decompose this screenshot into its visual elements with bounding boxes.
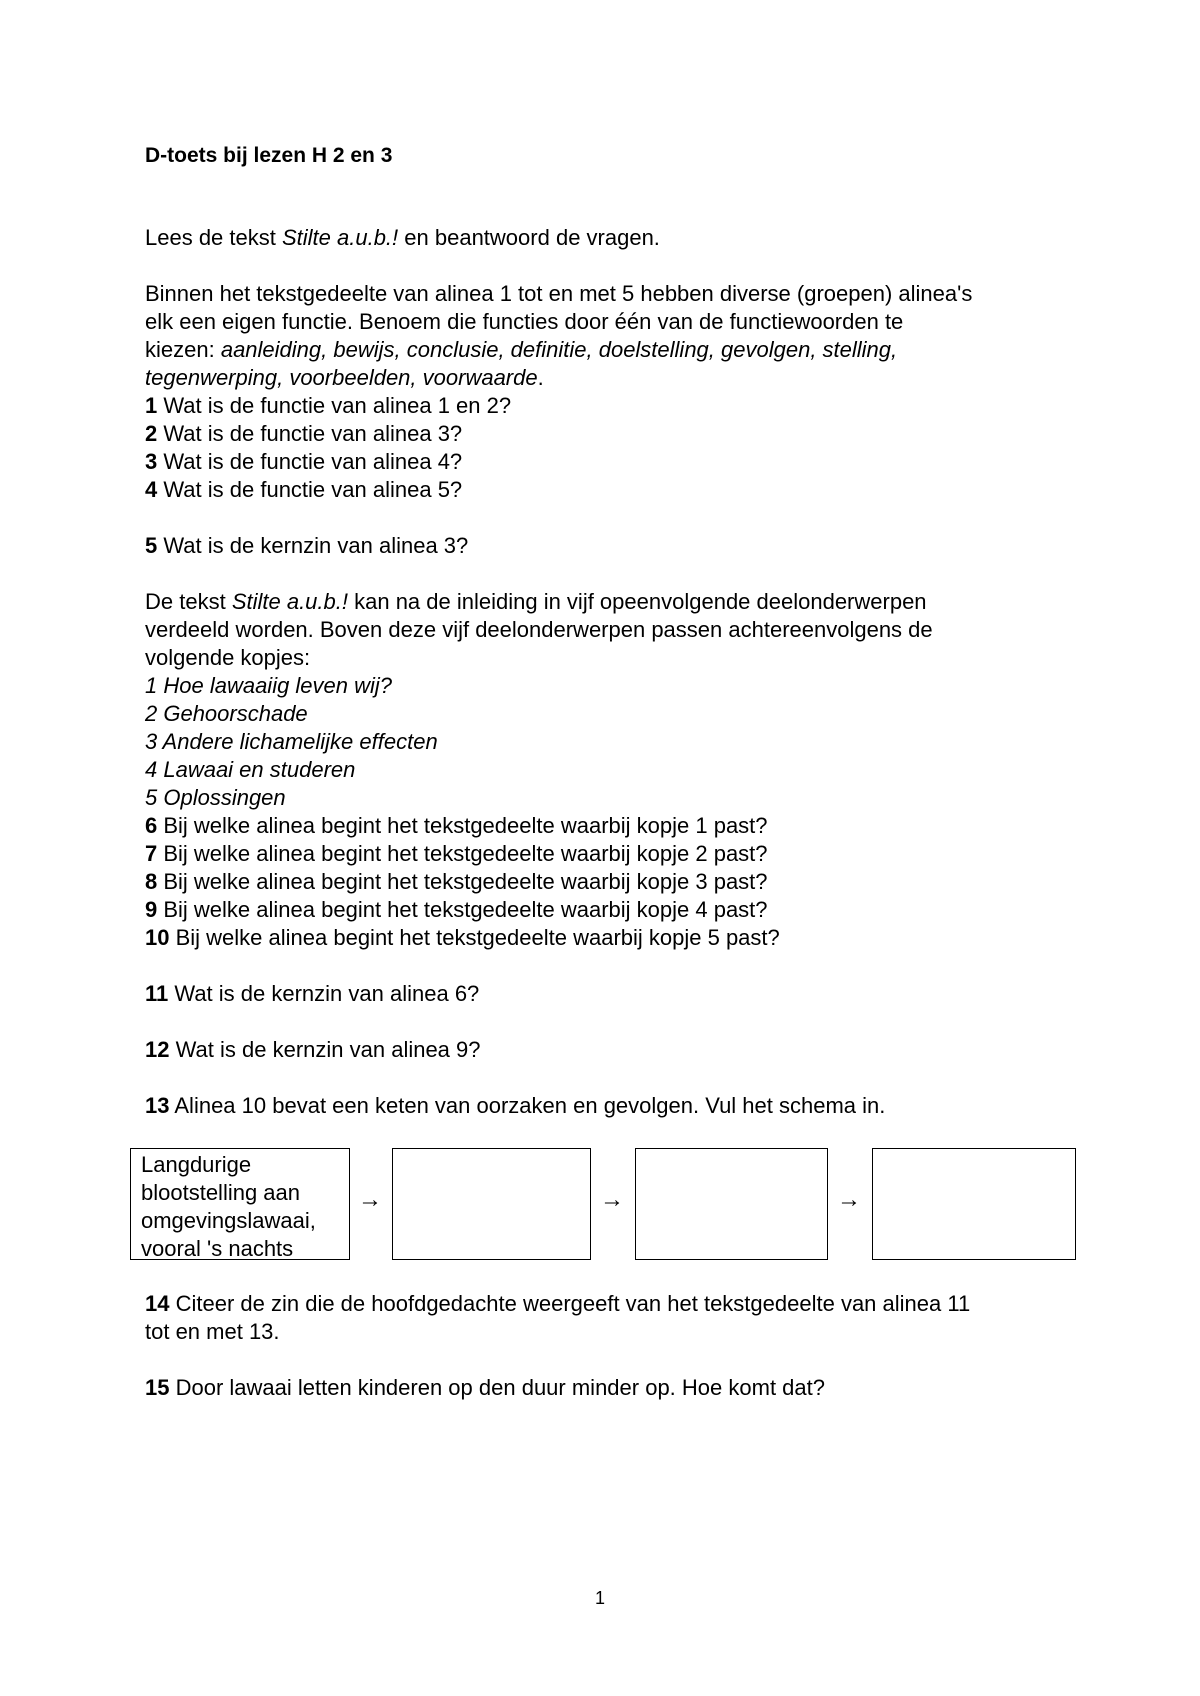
question-2 — [145, 420, 1075, 448]
kopjes-intro-line: verdeeld worden. Boven deze vijf deelonderwerpen passen achtereenvolgens de — [145, 617, 933, 642]
schema-box-answer-3[interactable] — [872, 1148, 1076, 1260]
question-6 — [145, 812, 1075, 840]
functions-intro-text: . — [537, 365, 544, 390]
question-10 — [145, 924, 1075, 952]
question-text: Wat is de kernzin van alinea 6? — [168, 981, 480, 1006]
question-15 — [145, 1374, 1075, 1402]
question-text: Wat is de functie van alinea 5? — [157, 477, 463, 502]
arrow-right-icon: → — [358, 1186, 382, 1213]
question-8 — [145, 868, 1075, 896]
question-text: Door lawaai letten kinderen op den duur minder op. Hoe komt dat? — [169, 1375, 825, 1400]
kopje-item — [145, 672, 1075, 700]
question-text: Bij welke alinea begint het tekstgedeelte waarbij kopje 4 past? — [157, 897, 768, 922]
question-number: 2 — [145, 421, 158, 446]
function-words: tegenwerping, voorbeelden, voorwaarde — [145, 365, 538, 390]
document-body-end — [145, 1290, 1075, 1402]
question-3 — [145, 448, 1075, 476]
schema-box-answer-1[interactable] — [392, 1148, 591, 1260]
document-body — [145, 142, 1075, 1120]
question-number: 3 — [145, 449, 158, 474]
question-number: 1 — [145, 393, 158, 418]
kopje-text: 1 Hoe lawaaiig leven wij? — [145, 673, 393, 698]
question-number: 7 — [145, 841, 158, 866]
functions-intro-line: elk een eigen functie. Benoem die functies door één van de functiewoorden te — [145, 309, 904, 334]
question-text: Wat is de kernzin van alinea 3? — [157, 533, 469, 558]
schema-box-line: vooral 's nachts — [141, 1236, 294, 1261]
question-number: 14 — [145, 1291, 170, 1316]
kopje-item — [145, 728, 1075, 756]
functions-intro-text: kiezen: — [145, 337, 221, 362]
schema-box-answer-2[interactable] — [635, 1148, 828, 1260]
schema-box-line: blootstelling aan — [141, 1180, 301, 1205]
question-text: Bij welke alinea begint het tekstgedeelte waarbij kopje 1 past? — [157, 813, 768, 838]
question-number: 12 — [145, 1037, 170, 1062]
question-12 — [145, 1036, 1075, 1064]
question-text: Wat is de functie van alinea 4? — [157, 449, 463, 474]
question-number: 10 — [145, 925, 170, 950]
kopje-item — [145, 756, 1075, 784]
intro-line — [145, 224, 1075, 252]
functions-intro-line — [145, 364, 1075, 392]
kopje-text: 4 Lawaai en studeren — [145, 757, 356, 782]
question-number: 5 — [145, 533, 158, 558]
intro-text-title: Stilte a.u.b.! — [281, 225, 399, 250]
question-text: Wat is de functie van alinea 1 en 2? — [157, 393, 512, 418]
question-number: 13 — [145, 1093, 170, 1118]
question-text: Bij welke alinea begint het tekstgedeelte waarbij kopje 3 past? — [157, 869, 768, 894]
question-text: Bij welke alinea begint het tekstgedeelte waarbij kopje 5 past? — [169, 925, 780, 950]
functions-intro-line — [145, 336, 1075, 364]
question-text: Citeer de zin die de hoofdgedachte weergeeft van het tekstgedeelte van alinea 11 — [169, 1291, 971, 1316]
question-14-cont: tot en met 13. — [145, 1319, 280, 1344]
kopje-text: 2 Gehoorschade — [145, 701, 308, 726]
question-number: 6 — [145, 813, 158, 838]
question-text: Bij welke alinea begint het tekstgedeelte waarbij kopje 2 past? — [157, 841, 768, 866]
kopje-item — [145, 700, 1075, 728]
question-text: Wat is de kernzin van alinea 9? — [169, 1037, 481, 1062]
question-text: Alinea 10 bevat een keten van oorzaken en gevolgen. Vul het schema in. — [169, 1093, 886, 1118]
kopje-text: 3 Andere lichamelijke effecten — [145, 729, 438, 754]
arrow-right-icon: → — [600, 1186, 624, 1213]
schema-box-given — [130, 1148, 350, 1260]
question-11 — [145, 980, 1075, 1008]
kopjes-intro-text: De tekst — [145, 589, 232, 614]
cause-effect-schema — [130, 1148, 1076, 1264]
schema-box-line: Langdurige — [141, 1152, 252, 1177]
kopjes-intro-line: volgende kopjes: — [145, 645, 311, 670]
function-words: aanleiding, bewijs, conclusie, definitie, doelstelling, gevolgen, stelling, — [220, 337, 898, 362]
question-4 — [145, 476, 1075, 504]
question-7 — [145, 840, 1075, 868]
question-14 — [145, 1290, 1075, 1318]
arrow-right-icon: → — [837, 1186, 861, 1213]
question-number: 9 — [145, 897, 158, 922]
kopje-item — [145, 784, 1075, 812]
question-number: 4 — [145, 477, 158, 502]
schema-box-line: omgevingslawaai, — [141, 1208, 316, 1233]
page-number: 1 — [594, 1588, 605, 1608]
kopjes-intro-title: Stilte a.u.b.! — [231, 589, 348, 614]
question-number: 11 — [145, 981, 169, 1006]
question-9 — [145, 896, 1075, 924]
kopjes-intro-line — [145, 588, 1075, 616]
question-13 — [145, 1092, 1075, 1120]
functions-intro-line: Binnen het tekstgedeelte van alinea 1 tot en met 5 hebben diverse (groepen) alinea's — [145, 281, 973, 306]
question-1 — [145, 392, 1075, 420]
question-number: 15 — [145, 1375, 170, 1400]
kopjes-intro-text: kan na de inleiding in vijf opeenvolgende deelonderwerpen — [348, 589, 927, 614]
question-number: 8 — [145, 869, 158, 894]
intro-text-end: en beantwoord de vragen. — [398, 225, 660, 250]
kopje-text: 5 Oplossingen — [145, 785, 286, 810]
question-text: Wat is de functie van alinea 3? — [157, 421, 463, 446]
intro-text: Lees de tekst — [145, 225, 282, 250]
page-title: D-toets bij lezen H 2 en 3 — [145, 144, 393, 167]
question-5 — [145, 532, 1075, 560]
